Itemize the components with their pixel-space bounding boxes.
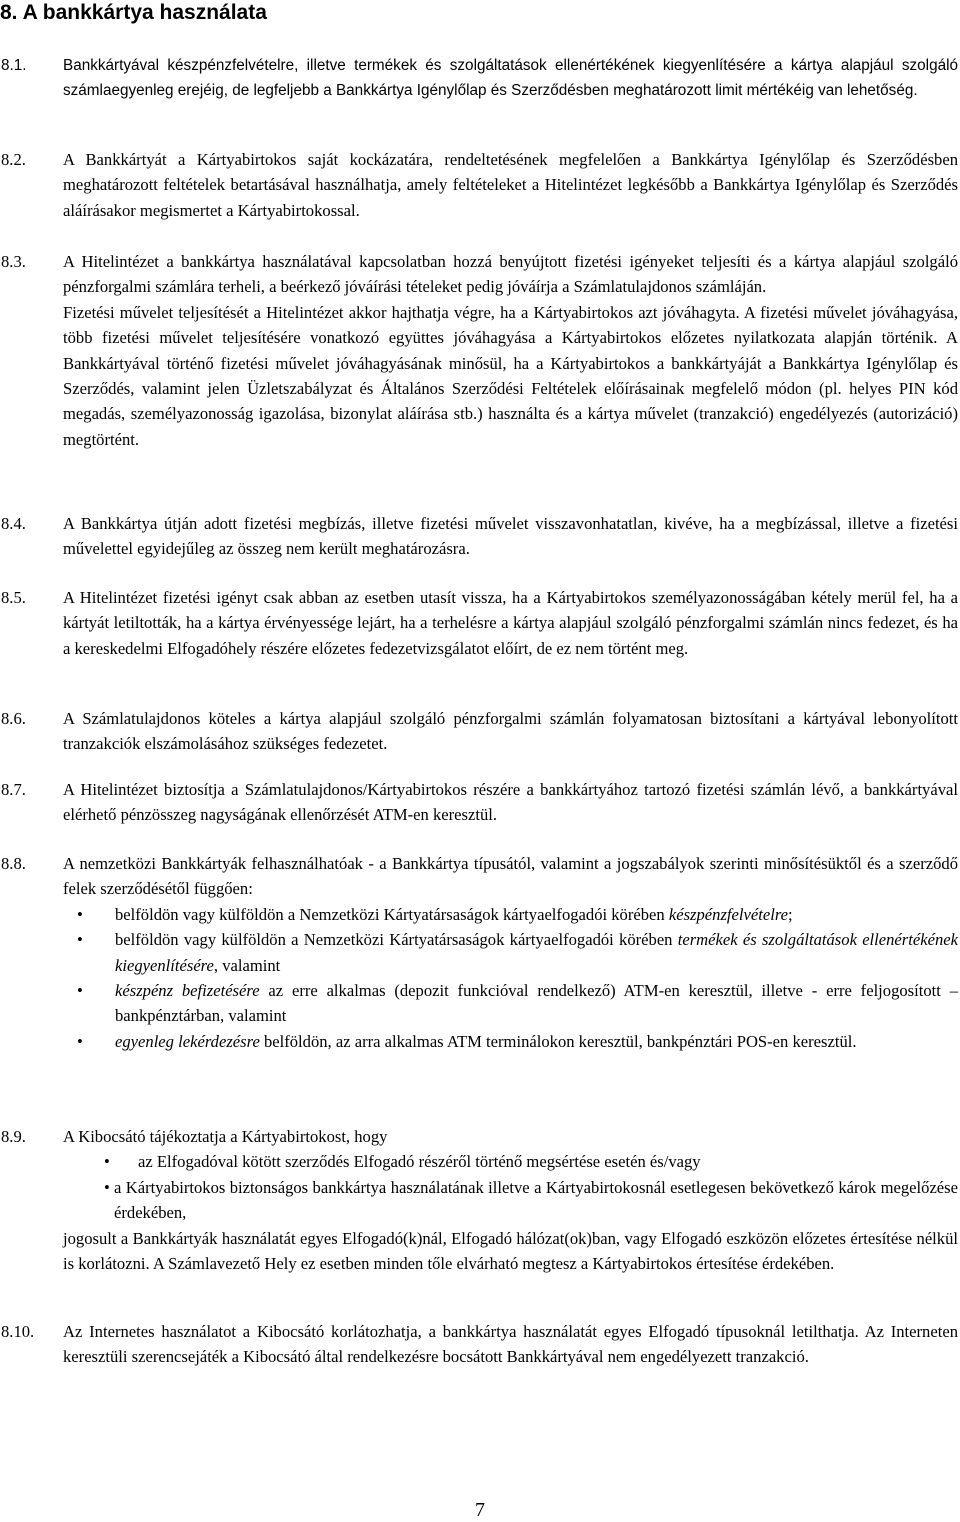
section-text: A Hitelintézet a bankkártya használatával kapcsolatban hozzá benyújtott fizetési igényeket teljesíti és a kártya alapjául szolgáló pénzforgalmi számlára terheli, a beérkező jóváírási tételeket pedig jóváírja a Számlatulajdonos számláján. bbox=[63, 252, 958, 297]
section-text: A Bankkártya útján adott fizetési megbízás, illetve fizetési művelet visszavonhatatlan, kivéve, ha a megbízással, illetve a fizetési művelettel egyidejűleg az összeg nem került meghatározásra. bbox=[63, 514, 958, 559]
list-item: • a Kártyabirtokos biztonságos bankkártya használatának illetve a Kártyabirtokosnál esetlegesen bekövetkező károk megelőzése érdekében, bbox=[63, 1175, 958, 1226]
section-8-4 bbox=[0, 511, 958, 562]
list-item: • az Elfogadóval kötött szerződés Elfogadó részéről történő megsértése esetén és/vagy bbox=[63, 1149, 958, 1174]
bullet-icon: • bbox=[77, 981, 83, 1001]
bullet-icon: • bbox=[77, 930, 83, 950]
section-8-9 bbox=[0, 1124, 958, 1276]
section-text: A Hitelintézet biztosítja a Számlatulajdonos/Kártyabirtokos részére a bankkártyához tartozó fizetési számlán lévő, a bankkártyával elérhető pénzösszeg nagyságának ellenőrzését ATM-en keresztül. bbox=[63, 780, 958, 825]
section-8-7 bbox=[0, 777, 958, 828]
section-text: Az Internetes használatot a Kibocsátó korlátozhatja, a bankkártya használatát egyes Elfogadó típusoknál letilthatja. Az Interneten keresztüli szerencsejáték a Kibocsátó által rendelkezésre bocsátott Bankkártyával nem engedélyezett tranzakció. bbox=[63, 1322, 958, 1367]
bullet-icon: • bbox=[77, 1031, 83, 1051]
section-heading: 8. A bankkártya használata bbox=[0, 1, 267, 24]
section-8-8 bbox=[0, 851, 958, 1054]
section-text: A Bankkártyát a Kártyabirtokos saját kockázatára, rendeltetésének megfelelően a Bankkártya Igénylőlap és Szerződésben meghatározott feltételek betartásával használhatja, amely feltételeket a Hitelintézet legkésőbb a Bankkártya Igénylőlap és Szerződés aláírásakor megismertet a Kártyabirtokossal. bbox=[63, 150, 958, 220]
list-item: • belföldön vagy külföldön a Nemzetközi Kártyatársaságok kártyaelfogadói körében készpénzfelvételre; bbox=[63, 902, 958, 927]
bullet-icon: • bbox=[104, 1152, 110, 1172]
section-number: 8.3. bbox=[1, 252, 26, 271]
section-number: 8.10. bbox=[1, 1322, 35, 1341]
section-8-3 bbox=[0, 249, 958, 452]
section-8-2 bbox=[0, 147, 958, 223]
bullet-list bbox=[63, 1149, 958, 1225]
list-item: • készpénz befizetésére az erre alkalmas (depozit funkcióval rendelkező) ATM-en keresztül, illetve - erre feljogosított – bankpénztárban, valamint bbox=[63, 978, 958, 1029]
section-intro: A nemzetközi Bankkártyák felhasználhatóak - a Bankkártya típusától, valamint a jogszabályok szerinti minősítésüktől és a szerződő felek szerződésétől függően: bbox=[63, 854, 958, 899]
section-text: Bankkártyával készpénzfelvételre, illetve termékek és szolgáltatások ellenértékének kiegyenlítésére a kártya alapjául szolgáló számlaegyenleg erejéig, de legfeljebb a Bankkártya Igénylőlap és Szerződésben meghatározott limit mértékéig van lehetőség. bbox=[63, 57, 958, 100]
page-number: 7 bbox=[475, 1499, 485, 1521]
list-item: • egyenleg lekérdezésre belföldön, az arra alkalmas ATM terminálokon keresztül, bankpénztári POS-en keresztül. bbox=[63, 1029, 958, 1054]
section-number: 8.7. bbox=[1, 780, 26, 799]
section-text: A Hitelintézet fizetési igényt csak abban az esetben utasít vissza, ha a Kártyabirtokos személyazonosságában kétely merül fel, ha a kártyát letiltották, ha a kártya érvényessége lejárt, ha a terhelésre a kártya alapjául szolgáló pénzforgalmi számlán nincs fedezet, és ha a kereskedelmi Elfogadóhely részére előzetes fedezetvizsgálatot előírt, de ez nem történt meg. bbox=[63, 588, 958, 658]
bullet-icon: • bbox=[77, 904, 83, 924]
section-number: 8.8. bbox=[1, 854, 26, 873]
bullet-list bbox=[63, 902, 958, 1054]
section-8-10 bbox=[0, 1319, 958, 1370]
list-item: • belföldön vagy külföldön a Nemzetközi Kártyatársaságok kártyaelfogadói körében termékek és szolgáltatások ellenértékének kiegyenlítésére, valamint bbox=[63, 927, 958, 978]
section-number: 8.9. bbox=[1, 1127, 26, 1146]
section-intro: A Kibocsátó tájékoztatja a Kártyabirtokost, hogy bbox=[63, 1127, 388, 1146]
section-number: 8.2. bbox=[1, 150, 26, 169]
bullet-icon: • bbox=[104, 1177, 110, 1197]
section-number: 8.5. bbox=[1, 588, 26, 607]
section-number: 8.1. bbox=[1, 57, 27, 74]
section-8-5 bbox=[0, 585, 958, 661]
section-text: Fizetési művelet teljesítését a Hitelintézet akkor hajthatja végre, ha a Kártyabirtokos azt jóváhagyta. A fizetési művelet jóváhagyása, több fizetési művelet teljesítésére vonatkozó együttes jóváhagyása a Kártyabirtokos előzetes nyilatkozata alapján történik. A Bankkártyával történő fizetési művelet jóváhagyásának minősül, ha a Kártyabirtokos a bankkártyáját a Bankkártya Igénylőlap és Szerződés, valamint jelen Üzletszabályzat és Általános Szerződési Feltételek előírásainak megfelelő módon (pl. helyes PIN kód megadás, személyazonosság igazolása, bizonylat aláírása stb.) használta és a kártya művelet (tranzakció) engedélyezés (autorizáció) megtörtént. bbox=[63, 302, 958, 449]
section-8-6 bbox=[0, 706, 958, 757]
section-text: A Számlatulajdonos köteles a kártya alapjául szolgáló pénzforgalmi számlán folyamatosan biztosítani a kártyával lebonyolított tranzakciók elszámolásához szükséges fedezetet. bbox=[63, 709, 958, 754]
section-text: jogosult a Bankkártyák használatát egyes Elfogadó(k)nál, Elfogadó hálózat(ok)ban, vagy Elfogadó eszközön előzetes értesítése nélkül is korlátozni. A Számlavezető Hely ez esetben minden tőle elvárható megtesz a Kártyabirtokos értesítése érdekében. bbox=[63, 1228, 958, 1274]
section-8-1 bbox=[0, 53, 958, 104]
section-number: 8.4. bbox=[1, 514, 26, 533]
section-number: 8.6. bbox=[1, 709, 26, 728]
